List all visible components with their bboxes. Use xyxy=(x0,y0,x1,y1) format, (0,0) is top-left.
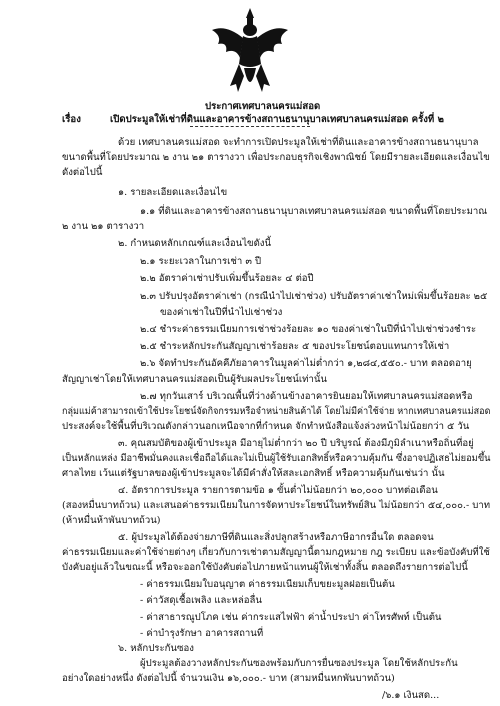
section-3-line-3: ศาลไทย เว้นแต่รัฐบาลของผู้เข้าประมูลจะได้มีคำสั่งให้สละเอกสิทธิ์ หรือความคุ้มกันเช่นว่า นั้น xyxy=(62,468,445,479)
section-2-2: ๒.๒ อัตราค่าเช่าปรับเพิ่มขึ้นร้อยละ ๔ ต่อปี xyxy=(140,273,314,284)
subject-label: เรื่อง xyxy=(62,114,81,125)
section-4-line-3: (ห้าหมื่นห้าพันบาทถ้วน) xyxy=(62,515,161,526)
section-3-line-1: ๓. คุณสมบัติของผู้เข้าประมูล มีอายุไม่ต่ำกว่า ๒๐ ปี บริบูรณ์ ต้องมีภูมิลำเนาหรือถิ่นที่อยู่ xyxy=(118,438,474,449)
section-5-line-3: บังคับอยู่แล้วในขณะนี้ หรือจะออกใช้บังคับต่อไปภายหน้าแทนผู้ให้เช่าทั้งสิ้น ตลอดถึงรายการต่อไปนี้ xyxy=(62,562,468,573)
list-item: - ค่าธรรมเนียมใบอนุญาต ค่าธรรมเนียมเก็บขยะมูลฝอยเป็นต้น xyxy=(140,579,395,590)
section-2-6-line-1: ๒.๖ จัดทำประกันอัคคีภัยอาคารในมูลค่าไม่ต่ำกว่า ๑,๒๘๔,๕๕๐.- บาท ตลอดอายุ xyxy=(140,358,472,369)
section-3-line-2: เป็นหลักแหล่ง มีอาชีพมั่นคงและเชื่อถือได้และไม่เป็นผู้ใช้รับเอกสิทธิ์หรือความคุ้มกัน ซึ่งอาจปฏิเสธไม่ยอมขึ้น xyxy=(62,453,491,464)
section-6-line-2: อย่างใดอย่างหนึ่ง ดังต่อไปนี้ จำนวนเงิน ๑๖,๐๐๐.- บาท (สามหมื่นหกพันบาทถ้วน) xyxy=(62,673,395,684)
section-2-3-line-1: ๒.๓ ปรับปรุงอัตราค่าเช่า (กรณีนำไปเช่าช่วง) ปรับอัตราค่าเช่าใหม่เพิ่มขึ้นร้อยละ ๒๕ xyxy=(140,291,488,302)
section-2-1: ๒.๑ ระยะเวลาในการเช่า ๓ ปี xyxy=(140,256,262,267)
subject-text: เปิดประมูลให้เช่าที่ดินและอาคารข้างสถานธนานุบาลเทศบาลนครแม่สอด ครั้งที่ ๒ xyxy=(110,114,444,125)
section-1-1-line-2: ๒ งาน ๒๑ ตารางวา xyxy=(62,221,145,232)
section-2-6-line-2: สัญญาเช่าโดยให้เทศบาลนครแม่สอดเป็นผู้รับผลประโยชน์เท่านั้น xyxy=(62,374,327,385)
section-5-line-2: ค่าธรรมเนียมและค่าใช้จ่ายต่างๆ เกี่ยวกับการเช่าตามสัญญานี้ตามกฎหมาย กฎ ระเบียบ และข้อบังคับที่ใช้ xyxy=(62,547,490,558)
section-2-5: ๒.๕ ชำระหลักประกันสัญญาเช่าร้อยละ ๕ ของประโยชน์ตอบแทนการให้เช่า xyxy=(140,341,450,352)
section-2-heading: ๒. กำหนดหลักเกณฑ์และเงื่อนไขดังนี้ xyxy=(118,238,272,249)
section-2-7-line-1: ๒.๗ ทุกวันเสาร์ บริเวณพื้นที่ว่างด้านข้างอาคารยินยอมให้เทศบาลนครแม่สอดหรือ xyxy=(140,391,473,402)
intro-line-1: ด้วย เทศบาลนครแม่สอด จะทำการเปิดประมูลให้เช่าที่ดินและอาคารข้างสถานธนานุบาล xyxy=(118,137,479,148)
list-item: - ค่าสาธารณูปโภค เช่น ค่ากระแสไฟฟ้า ค่าน้ำประปา ค่าโทรศัพท์ เป็นต้น xyxy=(140,612,442,623)
section-6-heading: ๖. หลักประกันซอง xyxy=(118,643,194,654)
intro-line-3: ดังต่อไปนี้ xyxy=(62,167,103,178)
section-2-4: ๒.๔ ชำระค่าธรรมเนียมการเช่าช่วงร้อยละ ๑๐ ของค่าเช่าในปีที่นำไปเช่าช่วงชำระ xyxy=(140,324,477,335)
section-2-7-line-2: กลุ่มแม่ค้าสามารถเข้าใช้ประโยชน์จัดกิจกรรมหรือจำหน่ายสินค้าได้ โดยไม่มีค่าใช้จ่าย หากเทศบาลนครแม่สอด xyxy=(62,406,491,417)
section-2-7-line-3: ประสงค์จะใช้พื้นที่บริเวณดังกล่าวนอกเหนือจากที่กำหนด จักทำหนังสือแจ้งล่วงหน้าไม่น้อยกว่า ๕ วัน xyxy=(62,421,470,432)
intro-line-2: ขนาดพื้นที่โดยประมาณ ๒ งาน ๒๑ ตารางวา เพื่อประกอบธุรกิจเชิงพาณิชย์ โดยมีรายละเอียดและเงื่อนไข xyxy=(62,152,490,163)
list-item: - ค่าบำรุงรักษา อาคารสถานที่ xyxy=(140,628,264,639)
section-4-line-2: (สองหมื่นบาทถ้วน) และเสนอค่าธรรมเนียมในการจัดหาประโยชน์ในทรัพย์สิน ไม่น้อยกว่า ๕๔,๐๐๐.- บาท xyxy=(62,500,491,511)
section-4-line-1: ๔. อัตราการประมูล รายการตามข้อ ๑ ขั้นต่ำไม่น้อยกว่า ๒๐,๐๐๐ บาทต่อเดือน xyxy=(118,485,438,496)
continued-note: /๖.๑ เงินสด... xyxy=(382,690,440,701)
section-6-line-1: ผู้ประมูลต้องวางหลักประกันซองพร้อมกับการยื่นซองประมูล โดยใช้หลักประกัน xyxy=(140,658,458,669)
section-5-line-1: ๕. ผู้ประมูลได้ต้องจ่ายภาษีที่ดินและสิ่งปลูกสร้างหรือภาษีอากรอื่นใด ตลอดจน xyxy=(118,532,434,543)
org-title: ประกาศเทศบาลนครแม่สอด xyxy=(205,101,321,112)
section-1-heading: ๑. รายละเอียดและเงื่อนไข xyxy=(118,187,228,198)
section-2-3-line-2: ของค่าเช่าในปีที่นำไปเช่าช่วง xyxy=(160,307,283,318)
list-item: - ค่าวัสดุเชื้อเพลิง และหล่อลื่น xyxy=(140,595,262,606)
section-1-1-line-1: ๑.๑ ที่ดินและอาคารข้างสถานธนานุบาลเทศบาลนครแม่สอด ขนาดพื้นที่โดยประมาณ xyxy=(140,206,488,217)
title-divider xyxy=(190,126,310,127)
garuda-emblem-icon xyxy=(208,6,292,98)
